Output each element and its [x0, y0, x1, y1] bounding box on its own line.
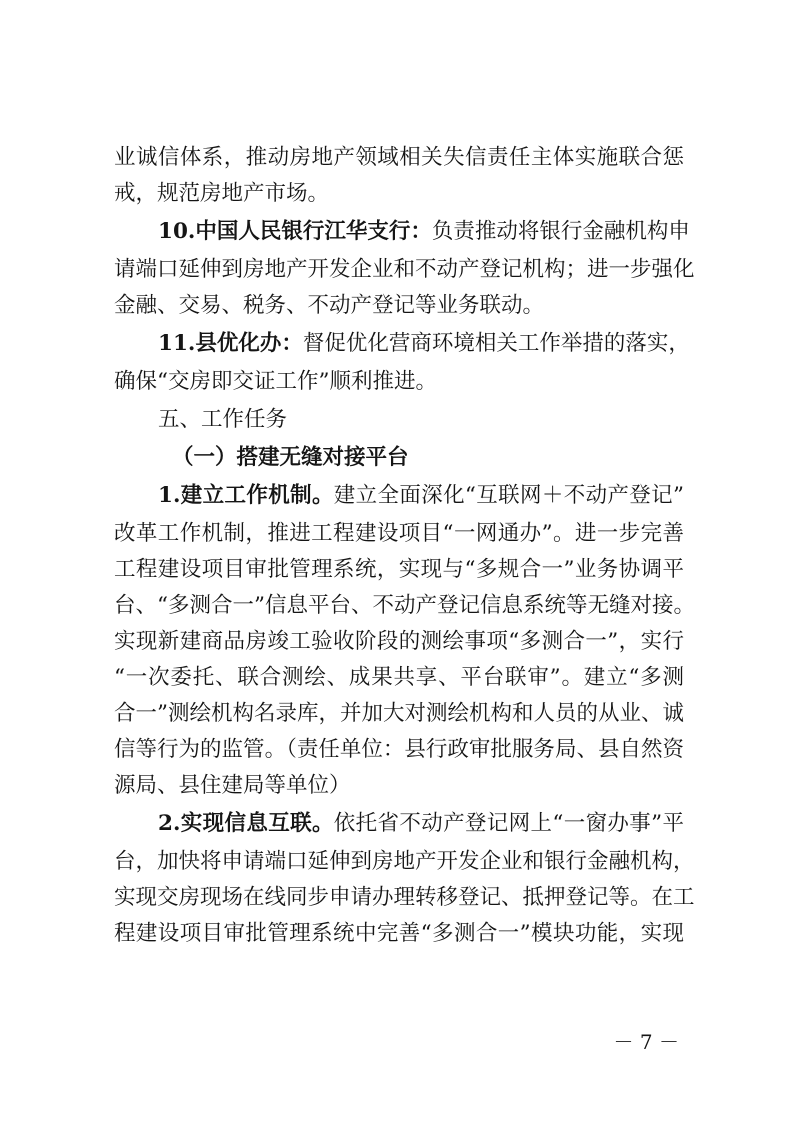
line-text: 依托省不动产登记网上“一窗办事”平 [333, 811, 684, 836]
line-text: 请端口延伸到房地产开发企业和不动产登记机构；进一步强化 [114, 257, 695, 282]
subsection-heading [114, 440, 684, 476]
line-text: 程建设项目审批管理系统中完善“多测合一”模块功能，实现 [114, 921, 684, 946]
section-heading [114, 400, 684, 440]
text-line [114, 624, 684, 660]
text-line [114, 768, 684, 804]
text-line [114, 916, 684, 952]
line-text: 合一”测绘机构名录库，并加大对测绘机构和人员的从业、诚 [114, 701, 684, 726]
line-text: 改革工作机制，推进工程建设项目“一网通办”。进一步完善 [114, 521, 684, 546]
line-text: 负责推动将银行金融机构申 [431, 219, 690, 244]
task-2-line [114, 804, 684, 844]
text-line [114, 252, 695, 288]
line-text: 实现交房现场在线同步申请办理转移登记、抵押登记等。在工 [114, 885, 695, 910]
bold-lead-text: 1.建立工作机制。 [158, 483, 334, 508]
page-number: － 7 － [613, 1030, 679, 1054]
bold-lead-text: 10.中国人民银行江华支行： [158, 219, 432, 244]
bold-lead-text: 2.实现信息互联。 [158, 811, 334, 836]
line-text: 台，加快将申请端口延伸到房地产开发企业和银行金融机构， [114, 849, 695, 874]
line-text: 实现新建商品房竣工验收阶段的测绘事项“多测合一”，实行 [114, 629, 684, 654]
bold-lead-text: （一）搭建无缝对接平台 [172, 445, 409, 470]
text-line [114, 140, 684, 176]
text-line [114, 696, 684, 732]
line-text: 戒，规范房地产市场。 [114, 181, 330, 206]
line-text: 源局、县住建局等单位） [114, 773, 351, 798]
line-text: 工程建设项目审批管理系统，实现与“多规合一”业务协调平 [114, 557, 684, 582]
line-text: 信等行为的监管。（责任单位：县行政审批服务局、县自然资 [114, 737, 684, 762]
item-10-line [114, 212, 690, 252]
line-text: 五、工作任务 [158, 407, 288, 432]
line-text: 督促优化营商环境相关工作举措的落实， [302, 331, 690, 356]
text-line [114, 516, 684, 552]
task-1-line [114, 476, 684, 516]
body-text [114, 140, 695, 952]
text-line [114, 880, 695, 916]
line-text: 台、“多测合一”信息平台、不动产登记信息系统等无缝对接。 [114, 593, 695, 618]
text-line [114, 732, 684, 768]
bold-lead-text: 11.县优化办： [158, 331, 303, 356]
line-text: 业诚信体系，推动房地产领域相关失信责任主体实施联合惩 [114, 145, 684, 170]
line-text: 金融、交易、税务、不动产登记等业务联动。 [114, 293, 545, 318]
text-line [114, 660, 684, 696]
line-text: 建立全面深化“互联网＋不动产登记” [333, 483, 684, 508]
text-line [114, 176, 684, 212]
text-line [114, 288, 684, 324]
text-line [114, 552, 684, 588]
line-text: “一次委托、联合测绘、成果共享、平台联审”。建立“多测 [114, 665, 684, 690]
line-text: 确保“交房即交证工作”顺利推进。 [114, 369, 437, 394]
text-line [114, 844, 695, 880]
text-line [114, 588, 695, 624]
item-11-line [114, 324, 690, 364]
text-line [114, 364, 684, 400]
